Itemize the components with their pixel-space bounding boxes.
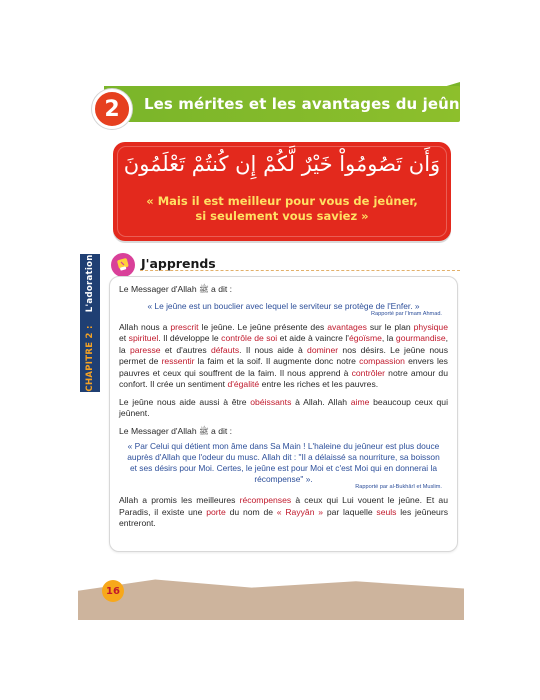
verse-box (113, 142, 451, 241)
text-run: le jeûne. Le jeûne présente des (198, 321, 328, 332)
text-run: à ceux qui Lui vouent le jeûne. Et au Paradis, il existe une (119, 495, 448, 517)
highlighted-term: spirituel (128, 333, 159, 343)
text-run: Allah a promis les meilleures (119, 495, 240, 505)
page-number: 16 (102, 580, 124, 602)
honorific-symbol: ﷺ (198, 285, 209, 294)
learn-underline (140, 270, 460, 271)
highlighted-term: gourmandise (395, 333, 446, 343)
paragraph-2 (119, 397, 448, 420)
text-run: notre amour du confort. Il crée un sentiment (119, 367, 448, 389)
text-run: et d'autres (160, 344, 211, 355)
chapter-side-tab (80, 254, 100, 392)
highlighted-term: ressentir (161, 356, 195, 366)
paragraph-3 (119, 495, 448, 530)
text-run: par laquelle (323, 506, 377, 517)
highlighted-term: seuls (376, 506, 397, 517)
verse-translation (113, 194, 451, 224)
hadith-source-1: Rapporté par l'Imam Ahmad. (370, 310, 442, 317)
text-run: à Allah. Allah (291, 396, 351, 407)
chapter-side-tab-text (85, 254, 95, 391)
text-run: , la (381, 333, 396, 343)
highlighted-term: porte (206, 506, 226, 517)
chapter-name: L'adoration (85, 254, 95, 313)
text-run: . Il développe le (158, 333, 222, 343)
highlighted-term: avantages (327, 321, 367, 332)
text-run: la faim et la soif. Il augmente donc notre (194, 356, 360, 366)
hadith-intro-1: Le Messager d'Allah ﷺ a dit : (119, 284, 233, 294)
text-run: Allah nous a (119, 321, 171, 332)
lesson-title: Les mérites et les avantages du jeûne (144, 95, 470, 113)
highlighted-term: contrôle de soi (221, 333, 278, 343)
highlighted-term: dominer (307, 344, 339, 355)
text-run: entre les riches et les pauvres. (259, 379, 379, 389)
arabic-verse: وَأَن تَصُومُواْ خَيْرٌ لَّكُمْ إِن كُنتُمْ تَعْلَمُونَ (123, 152, 441, 176)
highlighted-term: paresse (130, 344, 161, 355)
highlighted-term: contrôler (351, 367, 386, 378)
highlighted-term: « Rayyân » (276, 506, 324, 517)
text-run: du nom de (225, 506, 277, 517)
verse-translation-line2: si seulement vous saviez » (195, 209, 369, 223)
highlighted-term: obéissants (250, 396, 292, 407)
hadith-intro-2: Le Messager d'Allah ﷺ a dit : (119, 425, 233, 436)
highlighted-term: égoïsme (348, 333, 382, 343)
paragraph-1 (119, 322, 448, 391)
text-run: . Il nous aide à (239, 344, 308, 355)
text-run: nos désirs. Le jeûne nous permet de (119, 344, 449, 366)
lightbulb-icon (111, 253, 135, 277)
chapter-label: CHAPITRE 2 : (85, 325, 95, 392)
text-run: envers les pauvres et ceux qui souffrent de la faim. Il nous apprend à (119, 356, 448, 378)
text-run: , la (119, 333, 448, 355)
text-run: Le jeûne nous aide aussi à être (119, 396, 251, 407)
learn-section-label: J'apprends (141, 256, 216, 271)
hadith-quote-1: « Le jeûne est un bouclier avec lequel le serviteur se protège de l'Enfer. » Rapporté par l'Imam Ahmad. (125, 301, 442, 318)
lesson-number-badge: 2 (92, 89, 132, 129)
footer-band (78, 575, 464, 620)
honorific-symbol: ﷺ (198, 426, 209, 436)
highlighted-term: aime (350, 396, 370, 407)
highlighted-term: récompenses (239, 495, 292, 505)
text-run: et (119, 333, 129, 343)
content-box (109, 276, 458, 552)
verse-translation-line1: « Mais il est meilleur pour vous de jeûner, (146, 194, 418, 208)
highlighted-term: compassion (359, 356, 405, 366)
highlighted-term: défauts (210, 344, 240, 355)
hadith-quote-2: « Par Celui qui détient mon âme dans Sa Main ! L'haleine du jeûneur est plus douce auprès d'Allah que l'odeur du musc. Allah dit : "Il a délaissé sa nourriture, sa boisson et ses désirs pour Moi. Certes, le jeûne est pour Moi et c'est Moi qui en donnerai la récompense" ». Rapporté par al-Bukhârî et Muslim. (125, 441, 442, 491)
text-run: et aide à vaincre l' (277, 333, 349, 343)
highlighted-term: physique (413, 321, 448, 332)
text-run: les jeûneurs entreront. (119, 506, 448, 528)
text-run: sur le plan (366, 321, 414, 332)
highlighted-term: d'égalité (227, 379, 260, 389)
hadith-source-2: Rapporté par al-Bukhârî et Muslim. (355, 484, 442, 490)
highlighted-term: prescrit (170, 321, 199, 332)
text-run: beaucoup ceux qui jeûnent. (119, 396, 448, 418)
